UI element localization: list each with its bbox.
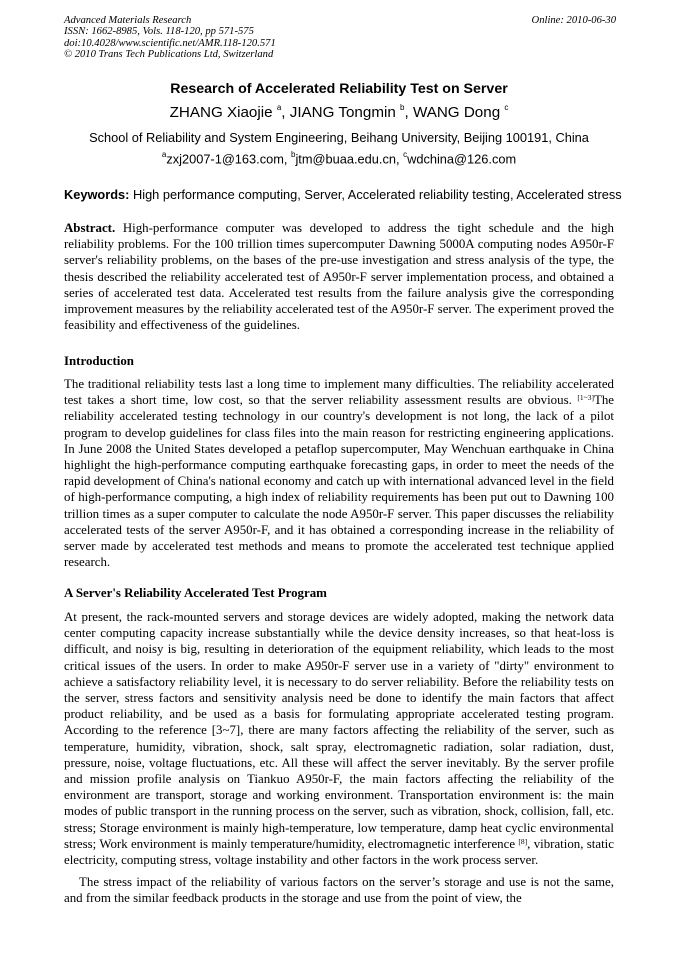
affiliation: School of Reliability and System Engineering, Beihang University, Beijing 100191, China — [89, 130, 589, 145]
author-name: ZHANG Xiaojie — [169, 104, 273, 122]
keywords-label: Keywords: — [64, 187, 130, 202]
email-mark: b — [291, 150, 296, 159]
intro-text: The traditional reliability tests last a long time to implement many difficulties. The reliability accelerated test takes a short time, low cost, so that the server reliability assessment results are obvious. — [64, 377, 614, 408]
intro-text-continued: The reliability accelerated testing technology in our country's development is not long, the lack of a pilot program to develop guidelines for class files into the main reason for restricting engineering applications. In June 2008 the United States developed a petaflop supercomputer, May Wenchuan earthquake in China highlight the high-performance computing earthquake forecasting gaps, in order to meet the needs of the rapid development of China's national economy and catch up with international advanced level in the field of high-performance computing, a high index of reliability requirements has been put out to Dawning 100 trillion times as a super computer to calculate the node A950r-F server. This paper discusses the reliability accelerated tests of the server A950r-F, and it has obtained a corresponding increase in the reliability of server made by accelerated test methods and means to promote the accelerated test technique applied research. — [64, 393, 614, 570]
email-address: wdchina@126.com — [407, 151, 517, 167]
author-mark: a — [276, 103, 282, 112]
section-paragraph-1 — [64, 609, 614, 868]
author-name: JIANG Tongmin — [289, 104, 396, 122]
citation: [8] — [518, 836, 528, 846]
section-paragraph-2: The stress impact of the reliability of various factors on the server’s storage and use is not the same, and from the similar feedback products in the storage and use from the point of view, the — [64, 875, 614, 906]
abstract-label: Abstract. — [64, 221, 116, 235]
section-text-continued: , vibration, static electricity, computing stress, voltage instability and other factors in the work process server. — [64, 836, 614, 868]
abstract-text: High-performance computer was developed to address the tight schedule and the high reliability problems. For the 100 trillion times supercomputer Dawning 5000A computing nodes A950r-F server's reliability problems, on the bases of the pre-use investigation and stress analysis of the type, the thesis described the reliability accelerated test of A950r-F server implementation process, and obtained a series of accelerated test data. Accelerated test results from the failure analysis give the corresponding improvement measures by the reliability accelerated test of the A950r-F server. The experiment proved the feasibility and effectiveness of the guidelines. — [64, 221, 614, 333]
section-heading: A Server's Reliability Accelerated Test Program — [64, 586, 327, 600]
copyright-line: © 2010 Trans Tech Publications Ltd, Switzerland — [64, 49, 274, 61]
introduction-paragraph — [64, 376, 614, 570]
author-list: ZHANG Xiaojie $^a$, JIANG Tongmin $^b$, WANG Dong $^c$ — [169, 103, 509, 122]
introduction-heading: Introduction — [64, 354, 134, 368]
keywords — [64, 187, 624, 202]
author-mark: b — [400, 103, 405, 112]
issn-line: ISSN: 1662-8985, Vols. 118-120, pp 571-575 — [64, 26, 254, 38]
keywords-text: High performance computing, Server, Accelerated reliability testing, Accelerated stress — [132, 187, 622, 202]
abstract — [64, 220, 614, 333]
email-list: $^a$zxj2007-1@163.com, $^b$jtm@buaa.edu.cn, $^c$wdchina@126.com — [161, 150, 517, 167]
citation: [1~3] — [577, 393, 594, 403]
author-mark: c — [504, 103, 509, 112]
email-address: jtm@buaa.edu.cn — [295, 151, 396, 167]
author-name: WANG Dong — [412, 104, 501, 122]
doi-line: doi:10.4028/www.scientific.net/AMR.118-120.571 — [64, 37, 276, 49]
email-mark: a — [161, 150, 167, 159]
journal-header — [64, 15, 616, 61]
email-address: zxj2007-1@163.com — [166, 151, 284, 167]
journal-name: Advanced Materials Research — [64, 15, 192, 26]
paper-title: Research of Accelerated Reliability Test on Server — [170, 81, 508, 97]
email-mark: c — [403, 150, 408, 159]
section-text: At present, the rack-mounted servers and storage devices are widely adopted, making the network data center computing capacity increase substantially while the device density increases, so that heat-loss is difficult, and noisy is big, resulting in deterioration of the equipment reliability, which leads to the most critical issues of the users. In order to make A950r-F server use in a variety of "dirty" environment to achieve a satisfactory reliability level, it is necessary to do server reliability. Before the reliability tests on the server, stress factors and sensitivity analysis need be done to identify the main factors that affect product reliability, and be used as a basis for formulating appropriate accelerated testing program. According to the reference [3~7], there are many factors affecting the reliability of the server, such as temperature, humidity, vibration, shock, salt spray, electromagnetic radiation, solar radiation, dust, pressure, noise, voltage fluctuations, etc. All these will affect the server inevitably. By the server profile and mission profile analysis on Tiankuo A950r-F, the main factors affecting the reliability of the environment are transport, storage and working environment. Transportation environment is: the main modes of public transport in the running process on the server, such as vibration, shock, collision, fall, etc. stress; Storage environment is mainly high-temperature, low temperature, damp heat cyclic environmental stress; Work environment is mainly temperature/humidity, electromagnetic interference — [64, 610, 614, 851]
online-date: Online: 2010-06-30 — [531, 15, 616, 26]
